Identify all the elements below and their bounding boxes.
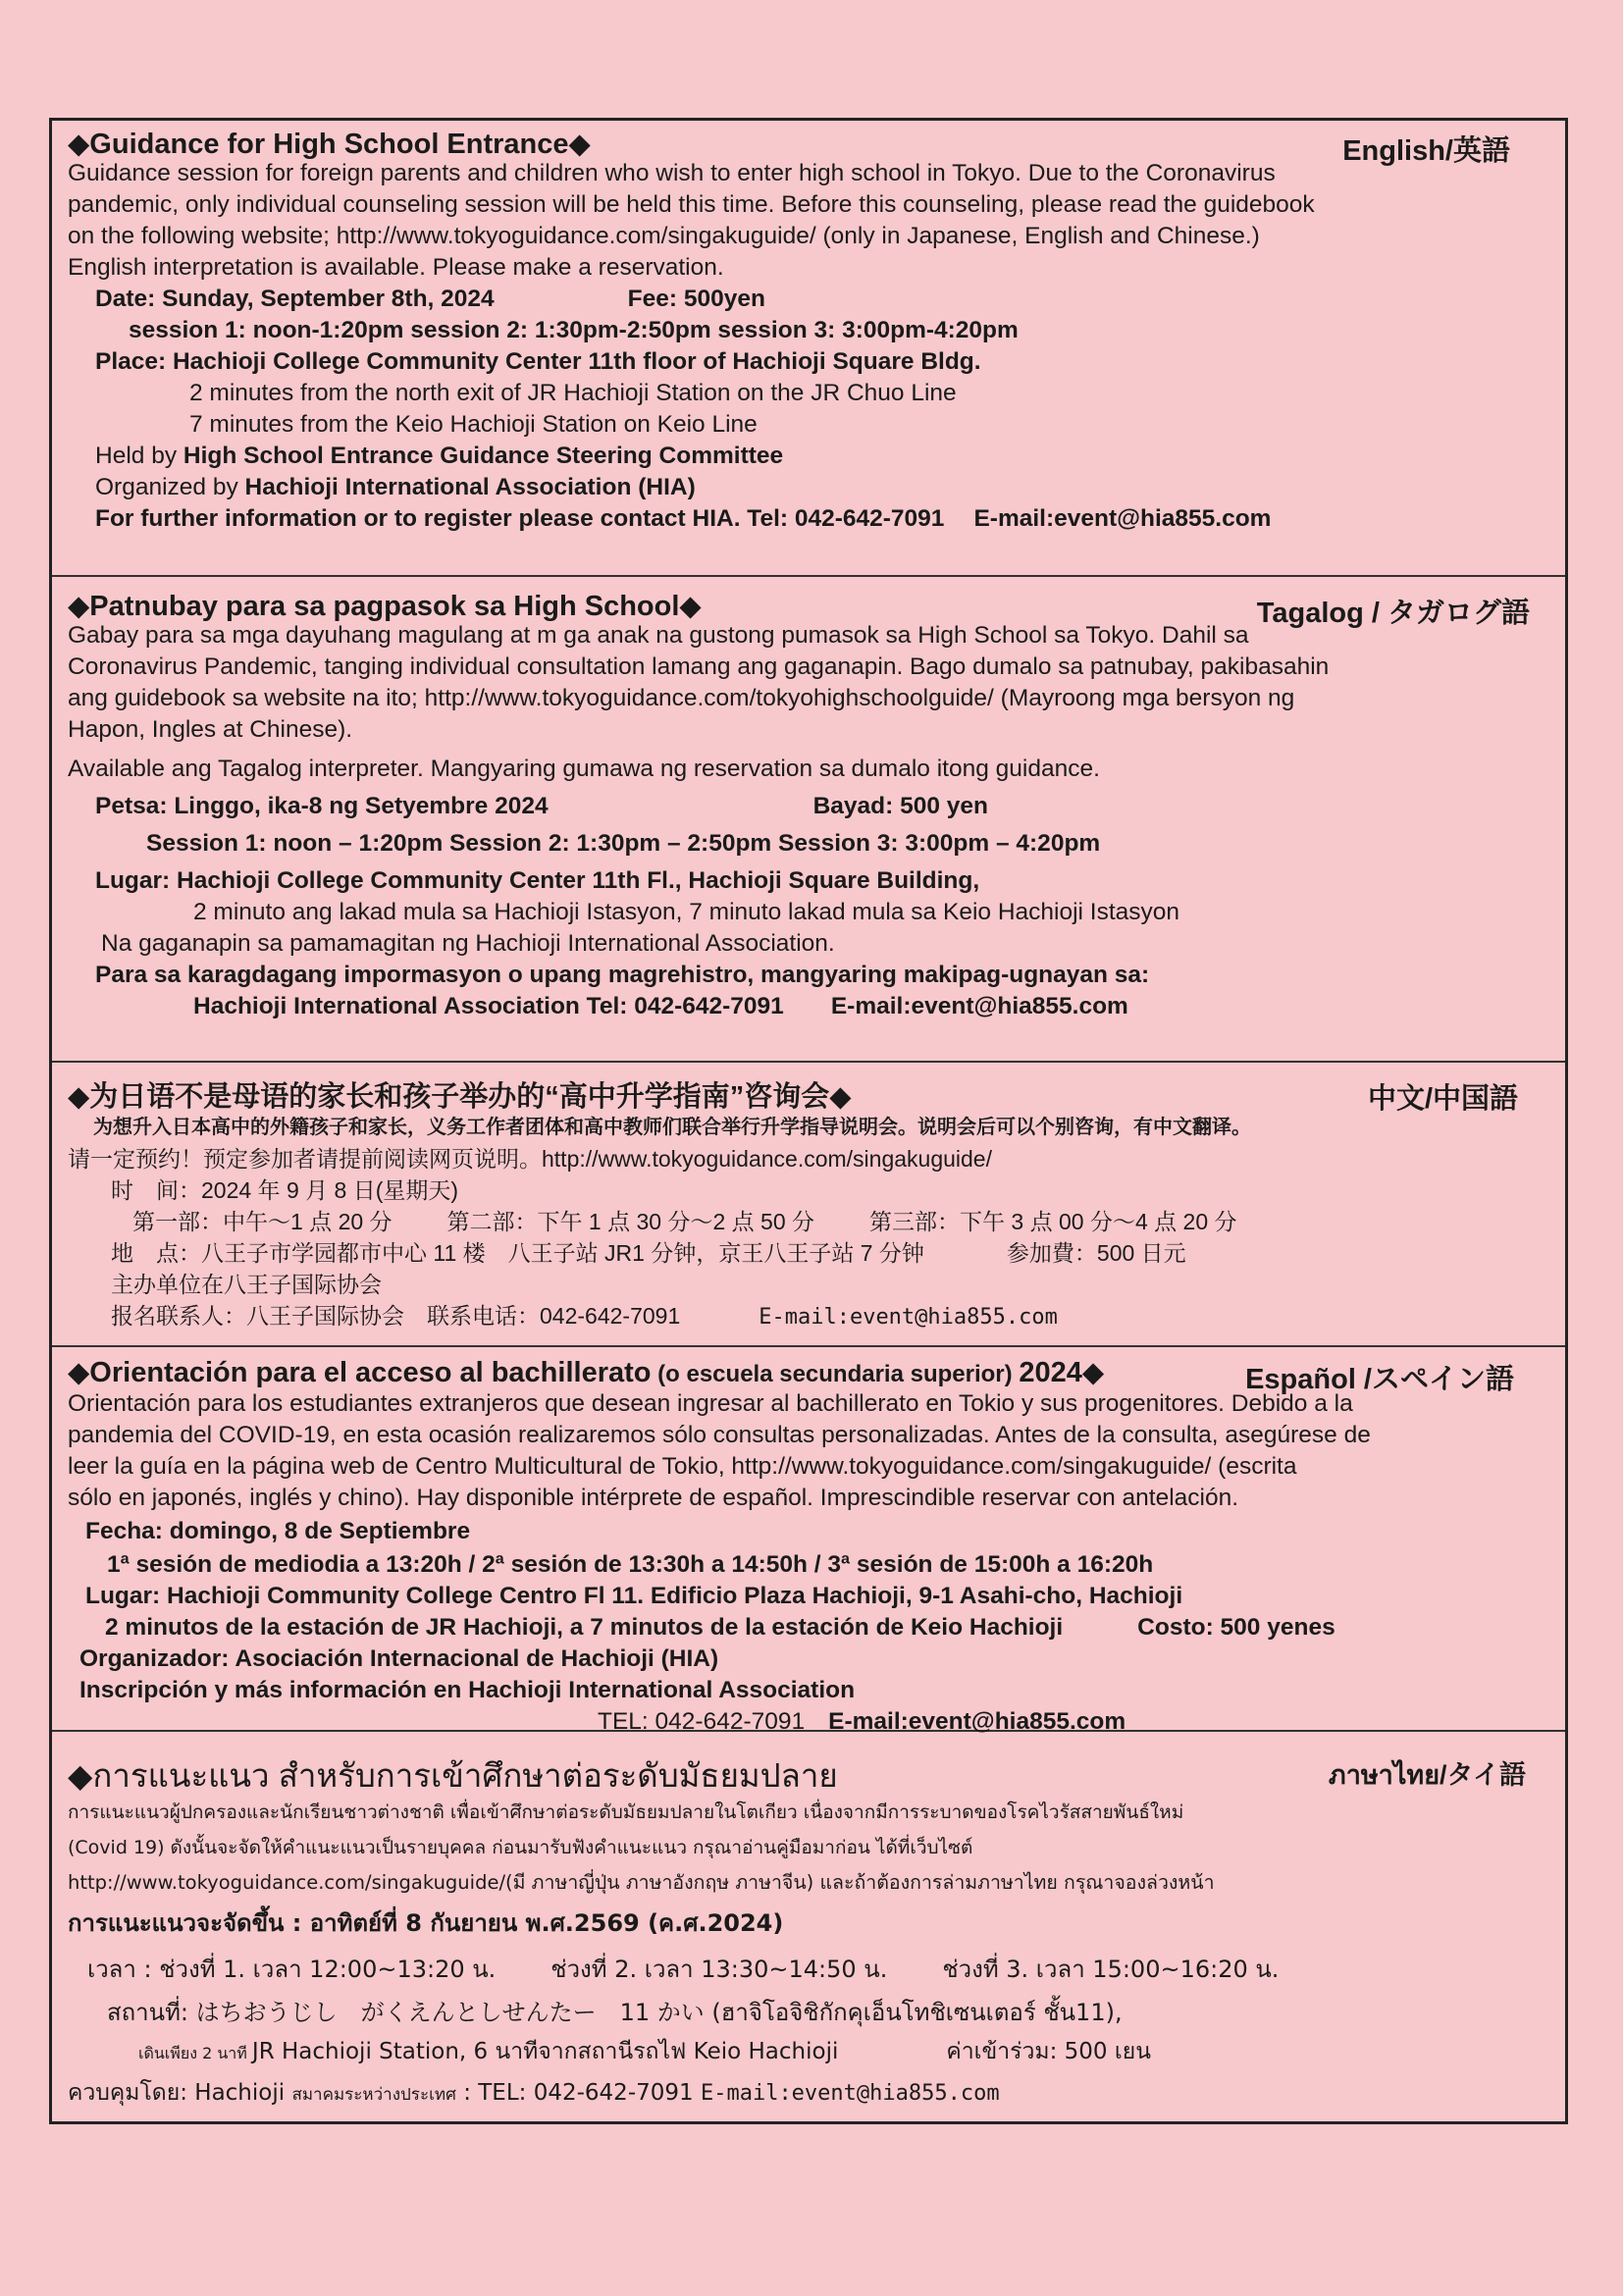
english-place: Place: Hachioji College Community Center 11th floor of Hachioji Square Bldg. [95,348,981,375]
tagalog-paragraph-3: ang guidebook sa website na ito; http://www.tokyoguidance.com/tokyohighschoolguide/ (Mayroong mga bersyon ng [68,685,1295,711]
spanish-title [68,1355,1104,1389]
spanish-date: Fecha: domingo, 8 de Septiembre [85,1518,471,1544]
thai-place: สถานที่: はちおうじし がくえんとしせんたー 11 かい (ฮาจิโอจิชิกักคุเอ็นโทชิเซนเตอร์ ชั้น11), [107,1999,1123,2026]
spanish-access: 2 minutos de la estación de JR Hachioji, a 7 minutos de la estación de Keio Hachioji [105,1614,1064,1641]
english-organized-by [68,472,1549,503]
chinese-sessions-row [68,1206,1549,1237]
tagalog-email[interactable]: E-mail:event@hia855.com [830,993,1128,1019]
tagalog-section [52,577,1565,1063]
tagalog-place: Lugar: Hachioji College Community Center 11th Fl., Hachioji Square Building, [95,867,980,894]
thai-access-row [68,2032,1549,2073]
tagalog-fee: Bayad: 500 yen [812,793,988,819]
spanish-paragraph-4: sólo en japonés, inglés y chino). Hay disponible intérprete de español. Imprescindible reservar con antelación. [68,1485,1239,1511]
chinese-contact-row [68,1300,1549,1333]
english-paragraph-3: on the following website; http://www.tokyoguidance.com/singakuguide/ (only in Japanese, English and Chinese.) [68,223,1260,249]
english-sessions: session 1: noon-1:20pm session 2: 1:30pm-2:50pm session 3: 3:00pm-4:20pm [129,317,1019,343]
chinese-place: 地 点：八王子市学园都市中心 11 楼 八王子站 JR1 分钟，京王八王子站 7 分钟 [111,1240,924,1266]
chinese-title: ◆为日语不是母语的家长和孩子举办的“高中升学指南”咨询会◆ [68,1081,852,1113]
spanish-email[interactable]: E-mail:event@hia855.com [828,1708,1126,1735]
english-title: ◆Guidance for High School Entrance◆ [68,129,591,160]
tagalog-paragraph-1: Gabay para sa mga dayuhang magulang at m ga anak na gustong pumasok sa High School sa Tokyo. Dahil sa [68,622,1249,649]
tagalog-date: Petsa: Linggo, ika-8 ng Setyembre 2024 [95,793,549,819]
flyer-frame [49,118,1568,2124]
spanish-tel: TEL: 042-642-7091 [598,1708,806,1735]
spanish-language-label: Español /スペイン語 [1245,1364,1514,1395]
tagalog-paragraph-4: Hapon, Ingles at Chinese). [68,716,353,743]
spanish-cost: Costo: 500 yenes [1137,1614,1335,1641]
chinese-organizer: 主办单位在八王子国际协会 [111,1272,382,1297]
thai-title: ◆การแนะแนว สำหรับการเข้าศึกษาต่อระดับมัธยมปลาย [68,1757,838,1794]
tagalog-header [68,577,1549,629]
tagalog-contact-row [68,991,1549,1022]
spanish-organizer: Organizador: Asociación Internacional de Hachioji (HIA) [79,1645,719,1672]
english-held-prefix: Held by [95,443,183,469]
chinese-fee: 参加費：500 日元 [1006,1240,1186,1266]
thai-session-3: ช่วงที่ 3. เวลา 15:00~16:20 น. [942,1956,1280,1983]
thai-org-small: สมาคมระหว่างประเทศ [291,2085,456,2105]
chinese-session-2: 第二部：下午 1 点 30 分〜2 点 50 分 [446,1209,815,1234]
chinese-place-row [68,1237,1549,1269]
chinese-paragraph-1: 为想升入日本高中的外籍孩子和家长，义务工作者团体和高中教师们联合举行升学指导说明会。说明会后可以个别咨询，有中文翻译。 [93,1117,1251,1138]
spanish-paragraph-1: Orientación para los estudiantes extranjeros que desean ingresar al bachillerato en Tokio y sus progenitores. Debido a la [68,1390,1353,1417]
thai-time-row [68,1946,1549,1993]
thai-contact: : TEL: 042-642-7091 [455,2080,701,2106]
thai-org-prefix: ควบคุมโดย: Hachioji [68,2080,292,2106]
thai-header [68,1732,1549,1795]
english-contact-row [68,503,1549,535]
chinese-section [52,1063,1565,1347]
english-held-by [68,441,1549,472]
english-held-by-committee: High School Entrance Guidance Steering Committee [183,443,784,469]
english-section [52,121,1565,577]
english-org-prefix: Organized by [95,474,245,500]
chinese-time: 时 间：2024 年 9 月 8 日(星期天) [111,1177,459,1203]
english-language-label: English/英語 [1342,135,1510,167]
thai-access-small: เดินเพียง 2 นาที [138,2044,252,2062]
thai-paragraph-3: http://www.tokyoguidance.com/singakuguide/(มี ภาษาญี่ปุ่น ภาษาอังกฤษ ภาษาจีน) และถ้าต้องการล่ามภาษาไทย กรุณาจองล่วงหน้า [68,1871,1215,1894]
thai-date: การแนะแนวจะจัดขึ้น : อาทิตย์ที่ 8 กันยายน พ.ศ.2569 (ค.ศ.2024) [68,1909,784,1937]
english-fee: Fee: 500yen [627,286,765,312]
thai-email[interactable]: E-mail:event@hia855.com [700,2081,1000,2106]
thai-fee: ค่าเข้าร่วม: 500 เยน [946,2039,1151,2064]
tagalog-sessions: Session 1: noon – 1:20pm Session 2: 1:30pm – 2:50pm Session 3: 3:00pm – 4:20pm [146,830,1101,857]
thai-language-label: ภาษาไทย/タイ語 [1328,1760,1526,1790]
chinese-header [68,1063,1549,1115]
chinese-session-1: 第一部：中午〜1 点 20 分 [132,1209,393,1234]
spanish-info: Inscripción y más información en Hachioji International Association [79,1677,856,1703]
thai-session-2: ช่วงที่ 2. เวลา 13:30~14:50 น. [550,1956,888,1983]
spanish-title-end: 2024◆ [1019,1357,1105,1388]
chinese-session-3: 第三部：下午 3 点 00 分〜4 点 20 分 [869,1209,1237,1234]
spanish-place: Lugar: Hachioji Community College Centro Fl 11. Edificio Plaza Hachioji, 9-1 Asahi-cho, Hachioji [85,1583,1183,1609]
spanish-title-main: ◆Orientación para el acceso al bachillerato [68,1357,652,1388]
tagalog-title: ◆Patnubay para sa pagpasok sa High School◆ [68,591,702,622]
english-paragraph-2: pandemic, only individual counseling session will be held this time. Before this counseling, please read the guidebook [68,191,1315,218]
tagalog-language-label: Tagalog / タガログ語 [1256,598,1530,629]
english-access-1: 2 minutes from the north exit of JR Hachioji Station on the JR Chuo Line [189,380,957,406]
thai-time-label: เวลา : [87,1956,160,1983]
thai-section [52,1732,1565,2127]
thai-access: JR Hachioji Station, 6 นาทีจากสถานีรถไฟ Keio Hachioji [251,2039,839,2064]
spanish-header [68,1347,1549,1395]
english-email[interactable]: E-mail:event@hia855.com [973,505,1272,532]
thai-paragraph-2: (Covid 19) ดังนั้นจะจัดให้คำแนะแนวเป็นรายบุคคล ก่อนมารับฟังคำแนะแนว กรุณาอ่านคู่มือมาก่อน ได้ที่เว็บไซต์ [68,1837,973,1858]
spanish-section [52,1347,1565,1735]
english-organizer: Hachioji International Association (HIA) [244,474,696,500]
english-date-row [68,284,1549,315]
spanish-paragraph-3: leer la guía en la página web de Centro Multicultural de Tokio, http://www.tokyoguidance.com/singakuguide/ (escrita [68,1453,1297,1480]
english-access-2: 7 minutes from the Keio Hachioji Station on Keio Line [189,411,758,438]
spanish-access-row [68,1612,1549,1644]
english-date: Date: Sunday, September 8th, 2024 [95,286,495,312]
chinese-email[interactable]: E-mail:event@hia855.com [759,1305,1058,1330]
spanish-paragraph-2: pandemia del COVID-19, en esta ocasión realizaremos sólo consultas personalizadas. Antes de la consulta, asegúrese de [68,1422,1371,1448]
chinese-language-label: 中文/中国語 [1367,1083,1518,1115]
thai-paragraph-1: การแนะแนวผู้ปกครองและนักเรียนชาวต่างชาติ เพื่อเข้าศึกษาต่อระดับมัธยมปลายในโตเกียว เนื่องจากมีการระบาดของโรคไวรัสสายพันธ์ใหม่ [68,1801,1184,1823]
thai-contact-row [68,2073,1549,2114]
chinese-paragraph-2: 请一定预约！预定参加者请提前阅读网页说明。http://www.tokyoguidance.com/singakuguide/ [68,1146,992,1172]
tagalog-contact-1: Para sa karagdagang impormasyon o upang magrehistro, mangyaring makipag-ugnayan sa: [95,962,1150,988]
english-paragraph-1: Guidance session for foreign parents and children who wish to enter high school in Tokyo. Due to the Coronavirus [68,160,1276,186]
tagalog-contact-2: Hachioji International Association Tel: 042-642-7091 [193,993,784,1019]
english-header [68,121,1549,167]
spanish-sessions: 1ª sesión de mediodia a 13:20h / 2ª sesión de 13:30h a 14:50h / 3ª sesión de 15:00h a 16:20h [107,1551,1154,1578]
tagalog-organizer: Na gaganapin sa pamamagitan ng Hachioji International Association. [101,930,835,957]
tagalog-paragraph-2: Coronavirus Pandemic, tanging individual consultation lamang ang gaganapin. Bago dumalo sa patnubay, pakibasahin [68,653,1330,680]
tagalog-access: 2 minuto ang lakad mula sa Hachioji Istasyon, 7 minuto lakad mula sa Keio Hachioji Istasyon [193,899,1180,925]
tagalog-paragraph-5: Available ang Tagalog interpreter. Mangyaring gumawa ng reservation sa dumalo itong guidance. [68,756,1100,782]
thai-session-1: ช่วงที่ 1. เวลา 12:00~13:20 น. [159,1956,497,1983]
english-contact: For further information or to register please contact HIA. Tel: 042-642-7091 [95,505,945,532]
tagalog-date-row [68,791,1549,822]
english-paragraph-4: English interpretation is available. Please make a reservation. [68,254,724,281]
spanish-title-small: (o escuela secundaria superior) [651,1361,1020,1387]
chinese-contact: 报名联系人：八王子国际协会 联系电话：042-642-7091 [111,1303,681,1329]
